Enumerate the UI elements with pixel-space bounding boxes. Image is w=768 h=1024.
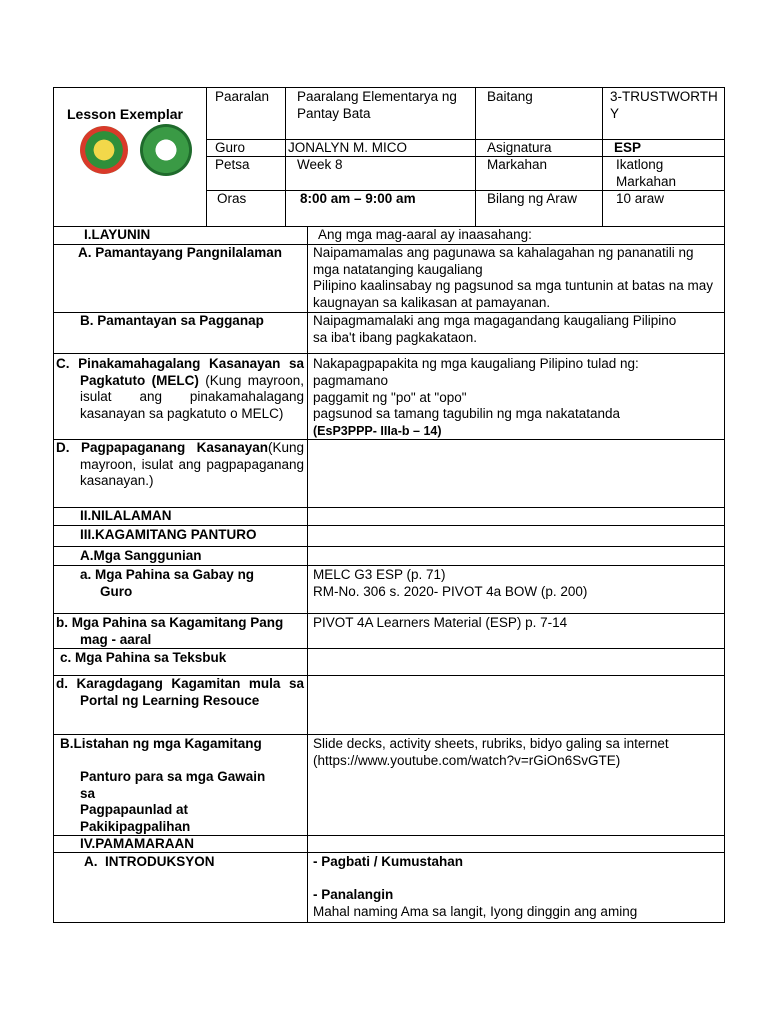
melc-value-1: Nakapagpapakita ng mga kaugaliang Pilipino tulad ng: (313, 356, 639, 371)
school-seal-icon (140, 124, 192, 176)
melc-value-4: pagsunod sa tamang tagubilin ng mga nakatatanda (313, 406, 620, 421)
melc-label-rest: (Kung mayroon, isulat ang pinakamahalagang kasanayan sa pagkatuto o MELC) (80, 372, 304, 421)
asignatura-value: ESP (614, 140, 642, 155)
melc-code: (EsP3PPP- IIIa-b – 14) (313, 424, 442, 438)
gabay-guro-value-1: MELC G3 ESP (p. 71) (313, 567, 446, 582)
melc-label-bold: C. Pinakamahagalang Kasanayan sa Pagkatuto (MELC) (56, 356, 304, 388)
layunin-value: Ang mga mag-aaral ay inaasahang: (318, 227, 532, 242)
baitang-value: 3-TRUSTWORTHY (610, 89, 718, 121)
kagamitang-mag-aaral-value: PIVOT 4A Learners Material (ESP) p. 7-14 (313, 615, 568, 630)
introduksyon-value-2: - Panalangin (313, 887, 394, 902)
deped-seal-icon (80, 126, 128, 174)
bilang-value: 10 araw (616, 191, 665, 206)
nilalaman-label: II.NILALAMAN (80, 508, 172, 523)
introduksyon-value-3: Mahal naming Ama sa langit, Iyong dinggin ang aming (313, 904, 638, 919)
gabay-guro-value-2: RM-No. 306 s. 2020- PIVOT 4a BOW (p. 200) (313, 584, 588, 599)
pamantayang-pangnilalaman-value-1: Naipamamalas ang pagunawa sa kahalagahan ng pananatili ng mga natatanging kaugaliang (313, 245, 694, 277)
melc-label (56, 356, 304, 422)
guro-value: JONALYN M. MICO (288, 140, 408, 155)
listahan-value-2: (https://www.youtube.com/watch?v=rGiOn6SvGTE) (313, 753, 621, 768)
melc-value-2: pagmamano (313, 373, 389, 388)
pamantayan-pagganap-label: B. Pamantayan sa Pagganap (80, 313, 264, 328)
sanggunian-label: A.Mga Sanggunian (80, 548, 202, 563)
oras-value: 8:00 am – 9:00 am (300, 191, 416, 206)
listahan-label-2: Panturo para sa mga Gawain sa (80, 769, 266, 801)
melc-value-3: paggamit ng "po" at "opo" (313, 390, 467, 405)
pamantayan-pagganap-value: Naipagmamalaki ang mga magagandang kaugaliang Pilipino sa iba't ibang pagkakataon. (313, 313, 677, 345)
listahan-label-3: Pagpapaunlad at Pakikipagpalihan (80, 802, 191, 834)
markahan-label: Markahan (487, 157, 548, 172)
pagpapaganang-label (56, 440, 304, 490)
pamantayang-pangnilalaman-label: A. Pamantayang Pangnilalaman (77, 245, 283, 260)
listahan-value-1: Slide decks, activity sheets, rubriks, bidyo galing sa internet (313, 736, 669, 751)
paaralan-label: Paaralan (215, 89, 270, 104)
oras-label: Oras (217, 191, 247, 206)
paaralan-value: Paaralang Elementarya ng Pantay Bata (297, 89, 457, 121)
pagpapaganang-label-bold: D. Pagpapaganang Kasanayan (56, 440, 268, 455)
markahan-value: Ikatlong Markahan (616, 157, 677, 189)
listahan-label-1: B.Listahan ng mga Kagamitang (60, 736, 262, 751)
kagamitang-panturo-label: III.KAGAMITANG PANTURO (80, 527, 257, 542)
pagpapaganang-label-rest: (Kung mayroon, isulat ang pagpapaganang kasanayan.) (80, 440, 304, 488)
layunin-label: I.LAYUNIN (84, 227, 151, 242)
baitang-label: Baitang (487, 89, 533, 104)
asignatura-label: Asignatura (487, 140, 552, 155)
teksbuk-label: c. Mga Pahina sa Teksbuk (60, 650, 227, 665)
pamamaraan-label: IV.PAMAMARAAN (80, 836, 195, 851)
kagamitang-mag-aaral-label: b. Mga Pahina sa Kagamitang Pang mag - aaral (56, 615, 284, 647)
guro-label: Guro (215, 140, 246, 155)
document-title: Lesson Exemplar (67, 106, 183, 122)
introduksyon-value-1: - Pagbati / Kumustahan (313, 854, 464, 869)
petsa-label: Petsa (215, 157, 250, 172)
gabay-guro-label: a. Mga Pahina sa Gabay ng Guro (80, 567, 255, 599)
introduksyon-label: A. INTRODUKSYON (84, 854, 215, 869)
bilang-label: Bilang ng Araw (487, 191, 578, 206)
pamantayang-pangnilalaman-value-2: Pilipino kaalinsabay ng pagsunod sa mga tuntunin at batas na may kaugnayan sa kalikasan at pamayanan. (313, 278, 714, 310)
portal-label: d. Karagdagang Kagamitan mula sa Portal ng Learning Resouce (56, 676, 304, 708)
petsa-value: Week 8 (297, 157, 343, 172)
